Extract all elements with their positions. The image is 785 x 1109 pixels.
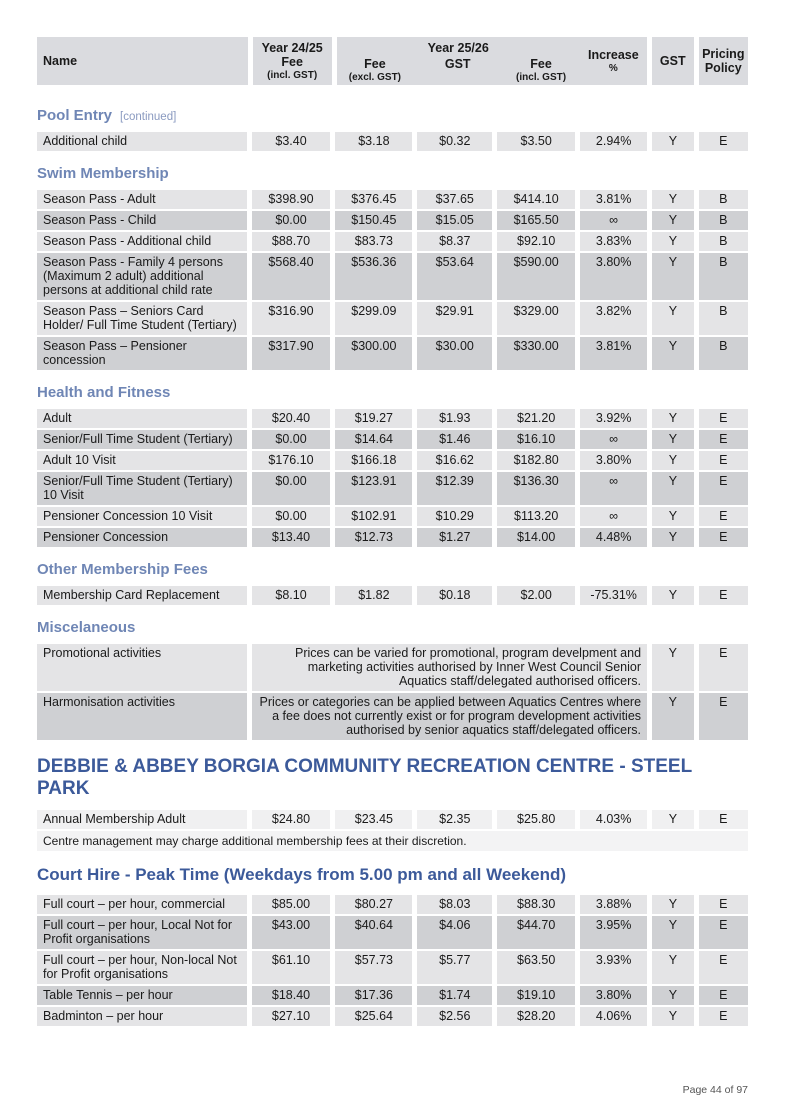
table-row (37, 337, 748, 370)
fee-incl-gst: $19.10 (497, 986, 575, 1005)
pricing-policy: E (699, 644, 748, 691)
gst-flag: Y (652, 810, 693, 829)
pricing-policy: E (699, 693, 748, 740)
table-row (37, 409, 748, 428)
header-gst-flag: GST (652, 37, 694, 85)
fee-2425: $3.40 (252, 132, 331, 151)
table-row (37, 451, 748, 470)
fee-2425: $316.90 (252, 302, 331, 335)
increase-pct: 3.80% (580, 986, 647, 1005)
increase-pct: 4.06% (580, 1007, 647, 1026)
fee-incl-gst: $136.30 (497, 472, 575, 505)
header-name: Name (37, 37, 248, 85)
gst-amount: $10.29 (417, 507, 492, 526)
fee-2425: $20.40 (252, 409, 331, 428)
table-row (37, 951, 748, 984)
fee-2425: $176.10 (252, 451, 331, 470)
gst-flag: Y (652, 132, 693, 151)
health-fitness-rows (37, 409, 748, 547)
fee-excl-gst: $57.73 (335, 951, 412, 984)
fee-incl-gst: $92.10 (497, 232, 575, 251)
gst-flag: Y (652, 895, 693, 914)
table-row (37, 211, 748, 230)
gst-flag: Y (652, 232, 693, 251)
misc-rows (37, 644, 748, 740)
gst-flag: Y (652, 507, 693, 526)
fee-2425: $398.90 (252, 190, 331, 209)
fee-incl-gst: $329.00 (497, 302, 575, 335)
fee-2425: $13.40 (252, 528, 331, 547)
fee-2425: $43.00 (252, 916, 331, 949)
table-row (37, 1007, 748, 1026)
fee-2425: $18.40 (252, 986, 331, 1005)
item-name: Harmonisation activities (37, 693, 247, 740)
gst-flag: Y (652, 528, 693, 547)
pricing-policy: E (699, 507, 748, 526)
section-title-health-fitness: Health and Fitness (37, 384, 171, 401)
increase-pct: 3.92% (580, 409, 647, 428)
gst-amount: $12.39 (417, 472, 492, 505)
fees-table (37, 37, 748, 1028)
section-title-debbie-abbey: DEBBIE & ABBEY BORGIA COMMUNITY RECREATION CENTRE - STEEL PARK (37, 756, 692, 799)
gst-amount: $8.37 (417, 232, 492, 251)
table-row (37, 810, 748, 829)
fee-incl-gst: $590.00 (497, 253, 575, 300)
pricing-policy: E (699, 528, 748, 547)
pricing-policy: E (699, 409, 748, 428)
fee-incl-gst: $44.70 (497, 916, 575, 949)
pricing-policy: B (699, 337, 748, 370)
pricing-policy: E (699, 810, 748, 829)
item-name: Pensioner Concession (37, 528, 247, 547)
item-name: Full court – per hour, Local Not for Profit organisations (37, 916, 247, 949)
fee-excl-gst: $14.64 (335, 430, 412, 449)
gst-flag: Y (652, 986, 693, 1005)
gst-amount: $1.74 (417, 986, 492, 1005)
fee-excl-gst: $299.09 (335, 302, 412, 335)
increase-pct: 3.82% (580, 302, 647, 335)
gst-amount: $2.35 (417, 810, 492, 829)
fee-excl-gst: $40.64 (335, 916, 412, 949)
increase-pct: ∞ (580, 507, 647, 526)
increase-pct: ∞ (580, 430, 647, 449)
table-row (37, 586, 748, 605)
fee-excl-gst: $3.18 (335, 132, 412, 151)
item-name: Season Pass - Child (37, 211, 247, 230)
header-increase: Increase % (580, 37, 647, 85)
gst-amount: $1.27 (417, 528, 492, 547)
gst-amount: $5.77 (417, 951, 492, 984)
fee-2425: $8.10 (252, 586, 331, 605)
gst-amount: $16.62 (417, 451, 492, 470)
increase-pct: 3.80% (580, 253, 647, 300)
gst-amount: $29.91 (417, 302, 492, 335)
header-year-current-group: Year 25/26 Fee (excl. GST) GST Fee (incl. GST) (337, 37, 580, 85)
header-pricing-policy: Pricing Policy (699, 37, 748, 85)
gst-amount: $37.65 (417, 190, 492, 209)
table-row (37, 986, 748, 1005)
table-row (37, 472, 748, 505)
table-row (37, 253, 748, 300)
fee-2425: $0.00 (252, 472, 331, 505)
table-row (37, 644, 748, 691)
fee-excl-gst: $83.73 (335, 232, 412, 251)
fee-2425: $0.00 (252, 430, 331, 449)
gst-amount: $1.93 (417, 409, 492, 428)
increase-pct: -75.31% (580, 586, 647, 605)
fee-excl-gst: $17.36 (335, 986, 412, 1005)
court-hire-rows (37, 895, 748, 1026)
pricing-policy: B (699, 253, 748, 300)
fee-excl-gst: $376.45 (335, 190, 412, 209)
increase-pct: 3.81% (580, 337, 647, 370)
section-title-other-membership: Other Membership Fees (37, 561, 208, 578)
increase-pct: ∞ (580, 472, 647, 505)
table-header (37, 37, 748, 85)
gst-flag: Y (652, 430, 693, 449)
table-row (37, 430, 748, 449)
gst-flag: Y (652, 586, 693, 605)
debbie-abbey-rows (37, 810, 748, 829)
pool-entry-rows (37, 132, 748, 151)
pricing-policy: E (699, 586, 748, 605)
item-name: Season Pass - Family 4 persons (Maximum 2 adult) additional persons at additional child rate (37, 253, 247, 300)
pricing-policy: B (699, 190, 748, 209)
gst-amount: $8.03 (417, 895, 492, 914)
increase-pct: 2.94% (580, 132, 647, 151)
gst-flag: Y (652, 190, 693, 209)
fee-2425: $88.70 (252, 232, 331, 251)
gst-flag: Y (652, 337, 693, 370)
gst-amount: $30.00 (417, 337, 492, 370)
membership-note: Centre management may charge additional membership fees at their discretion. (37, 831, 748, 851)
gst-flag: Y (652, 644, 694, 691)
fee-incl-gst: $165.50 (497, 211, 575, 230)
item-name: Membership Card Replacement (37, 586, 247, 605)
pricing-policy: E (699, 916, 748, 949)
fee-excl-gst: $536.36 (335, 253, 412, 300)
item-name: Season Pass – Pensioner concession (37, 337, 247, 370)
item-name: Senior/Full Time Student (Tertiary) (37, 430, 247, 449)
fee-incl-gst: $182.80 (497, 451, 575, 470)
fee-incl-gst: $3.50 (497, 132, 575, 151)
gst-amount: $1.46 (417, 430, 492, 449)
fee-2425: $85.00 (252, 895, 331, 914)
table-row (37, 132, 748, 151)
table-row (37, 232, 748, 251)
item-name: Full court – per hour, Non-local Not for Profit organisations (37, 951, 247, 984)
section-title-pool-entry: Pool Entry [continued] (37, 107, 177, 124)
swim-membership-rows (37, 190, 748, 370)
fee-excl-gst: $150.45 (335, 211, 412, 230)
fee-incl-gst: $14.00 (497, 528, 575, 547)
pricing-policy: E (699, 472, 748, 505)
fee-incl-gst: $16.10 (497, 430, 575, 449)
gst-flag: Y (652, 302, 693, 335)
increase-pct: 4.03% (580, 810, 647, 829)
table-row (37, 528, 748, 547)
fee-2425: $61.10 (252, 951, 331, 984)
table-row (37, 895, 748, 914)
item-name: Adult (37, 409, 247, 428)
table-row (37, 507, 748, 526)
pricing-policy: E (699, 132, 748, 151)
item-name: Table Tennis – per hour (37, 986, 247, 1005)
section-title-swim-membership: Swim Membership (37, 165, 169, 182)
gst-flag: Y (652, 1007, 693, 1026)
fee-incl-gst: $21.20 (497, 409, 575, 428)
increase-pct: ∞ (580, 211, 647, 230)
fee-excl-gst: $12.73 (335, 528, 412, 547)
gst-amount: $0.18 (417, 586, 492, 605)
pricing-policy: B (699, 302, 748, 335)
gst-flag: Y (652, 916, 693, 949)
header-gst: GST (444, 56, 471, 71)
fee-2425: $24.80 (252, 810, 331, 829)
increase-pct: 3.81% (580, 190, 647, 209)
item-name: Additional child (37, 132, 247, 151)
pricing-policy: E (699, 986, 748, 1005)
fee-excl-gst: $19.27 (335, 409, 412, 428)
table-row (37, 693, 748, 740)
fee-excl-gst: $25.64 (335, 1007, 412, 1026)
increase-pct: 4.48% (580, 528, 647, 547)
fee-excl-gst: $123.91 (335, 472, 412, 505)
table-row (37, 190, 748, 209)
fee-incl-gst: $330.00 (497, 337, 575, 370)
gst-amount: $53.64 (417, 253, 492, 300)
item-name: Adult 10 Visit (37, 451, 247, 470)
item-name: Badminton – per hour (37, 1007, 247, 1026)
header-fee-incl: Fee (incl. GST) (516, 56, 567, 83)
fee-2425: $27.10 (252, 1007, 331, 1026)
table-row (37, 916, 748, 949)
header-fee-excl: Fee (excl. GST) (348, 56, 402, 83)
fee-2425: $317.90 (252, 337, 331, 370)
pricing-policy: E (699, 451, 748, 470)
fee-incl-gst: $63.50 (497, 951, 575, 984)
pricing-policy: B (699, 211, 748, 230)
pricing-policy: E (699, 951, 748, 984)
fee-incl-gst: $28.20 (497, 1007, 575, 1026)
header-fee-prev: Year 24/25 Fee (incl. GST) (253, 37, 332, 85)
item-name: Season Pass - Adult (37, 190, 247, 209)
item-name: Full court – per hour, commercial (37, 895, 247, 914)
gst-flag: Y (652, 451, 693, 470)
fee-incl-gst: $88.30 (497, 895, 575, 914)
gst-flag: Y (652, 409, 693, 428)
fee-2425: $0.00 (252, 211, 331, 230)
other-membership-rows (37, 586, 748, 605)
section-title-court-hire: Court Hire - Peak Time (Weekdays from 5.00 pm and all Weekend) (37, 865, 567, 884)
gst-flag: Y (652, 693, 694, 740)
gst-flag: Y (652, 472, 693, 505)
gst-amount: $15.05 (417, 211, 492, 230)
description: Prices can be varied for promotional, program develpment and marketing activities authorised by Inner West Council Senior Aquatics staff/delegated authorised officers. (252, 644, 647, 691)
fee-incl-gst: $414.10 (497, 190, 575, 209)
fee-excl-gst: $102.91 (335, 507, 412, 526)
section-title-miscellaneous: Miscelaneous (37, 619, 136, 636)
increase-pct: 3.93% (580, 951, 647, 984)
increase-pct: 3.80% (580, 451, 647, 470)
fee-excl-gst: $300.00 (335, 337, 412, 370)
gst-flag: Y (652, 211, 693, 230)
item-name: Annual Membership Adult (37, 810, 247, 829)
fee-incl-gst: $113.20 (497, 507, 575, 526)
fee-excl-gst: $23.45 (335, 810, 412, 829)
gst-amount: $4.06 (417, 916, 492, 949)
increase-pct: 3.88% (580, 895, 647, 914)
gst-flag: Y (652, 951, 693, 984)
fee-incl-gst: $2.00 (497, 586, 575, 605)
pricing-policy: E (699, 895, 748, 914)
fee-excl-gst: $1.82 (335, 586, 412, 605)
fee-2425: $568.40 (252, 253, 331, 300)
item-name: Promotional activities (37, 644, 247, 691)
gst-amount: $0.32 (417, 132, 492, 151)
pricing-policy: E (699, 430, 748, 449)
increase-pct: 3.83% (580, 232, 647, 251)
fee-excl-gst: $80.27 (335, 895, 412, 914)
fee-incl-gst: $25.80 (497, 810, 575, 829)
item-name: Pensioner Concession 10 Visit (37, 507, 247, 526)
fee-2425: $0.00 (252, 507, 331, 526)
gst-flag: Y (652, 253, 693, 300)
gst-amount: $2.56 (417, 1007, 492, 1026)
page-number: Page 44 of 97 (682, 1084, 748, 1096)
increase-pct: 3.95% (580, 916, 647, 949)
description: Prices or categories can be applied between Aquatics Centres where a fee does not currently exist or for program development activities authorised by senior aquatics staff/delegated officers. (252, 693, 647, 740)
table-row (37, 302, 748, 335)
item-name: Season Pass - Additional child (37, 232, 247, 251)
item-name: Senior/Full Time Student (Tertiary) 10 Visit (37, 472, 247, 505)
pricing-policy: E (699, 1007, 748, 1026)
item-name: Season Pass – Seniors Card Holder/ Full Time Student (Tertiary) (37, 302, 247, 335)
fee-excl-gst: $166.18 (335, 451, 412, 470)
pricing-policy: B (699, 232, 748, 251)
